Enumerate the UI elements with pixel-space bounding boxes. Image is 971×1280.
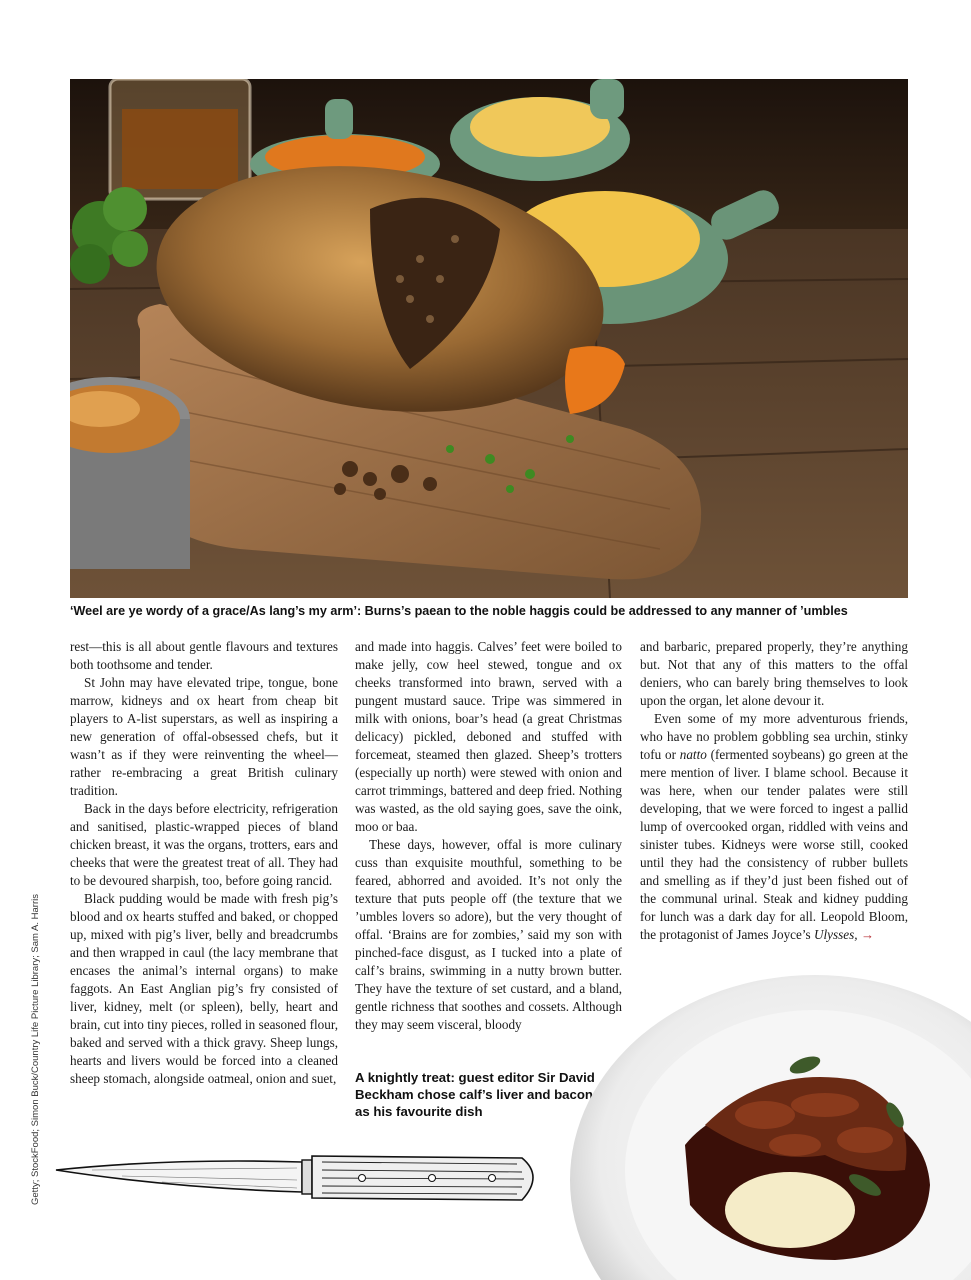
text-run: Even some of my more adventurous friends, who have no problem gobbling sea urchin, stinky tofu or xyxy=(640,711,908,762)
continue-arrow-icon: → xyxy=(857,927,875,942)
paragraph xyxy=(640,710,908,944)
bowl-tatties-icon xyxy=(450,79,630,181)
italic-ulysses: Ulysses, xyxy=(813,927,858,942)
photo-caption: ‘Weel are ye wordy of a grace/As lang’s my arm’: Burns’s paean to the noble haggis could be addressed to any manner of ’umbles xyxy=(70,604,848,618)
paragraph: These days, however, offal is more culinary cuss than exquisite mouthful, something to be feared, abhorred and avoided. It’s not only the texture that puts people off (the texture that we ’umbles lovers so adore), but the very thought of offal. ‘Brains are for zombies,’ said my son with pinched-face disgust, as I tucked into a plate of calf’s brains, swimming in a nutty brown butter. They have the texture of set custard, and a bland, gentle richness that soothes and cossets. Although they may seem visceral, bloody xyxy=(355,837,622,1032)
knife-illustration-icon xyxy=(52,1148,547,1208)
paragraph: Back in the days before electricity, refrigeration and sanitised, plastic-wrapped pieces of bland chicken breast, it was the organs, trotters, ears and cheeks that were the greatest treat of all. They had to be devoured sharpish, too, before going rancid. xyxy=(70,801,338,888)
text-run: (fermented soybeans) go green at the mere mention of liver. I blame school. Because it was here, when our tender palates were still developing, that we were forced to ingest a pallid lump of overcooked organ, riddled with veins and sinister tubes. Kidneys were worse still, cooked until they had the consistency of rubber bullets and smelling as if they’d just been fished out of the communal urinal. Steak and kidney pudding for lunch was a dark day for all. Leopold Bloom, the protagonist of James Joyce’s xyxy=(640,747,909,942)
pull-quote: A knightly treat: guest editor Sir David Beckham chose calf’s liver and bacon as his favourite dish xyxy=(355,1070,595,1119)
article-column-1 xyxy=(70,638,338,1088)
haggis-photo-illustration xyxy=(70,79,908,598)
article-column-3 xyxy=(640,638,908,944)
paragraph: Black pudding would be made with fresh pig’s blood and ox hearts stuffed and baked, or chopped up, mixed with pig’s liver, belly and breadcrumbs and then wrapped in caul (the lacy membrane that encases the animal’s internal organs) to make faggots. An East Anglian pig’s fry consisted of liver, kidney, melt (or spleen), belly, heart and brain, cut into tiny pieces, rolled in seasoned flour, baked and served with a thick gravy. Sheep lungs, hearts and livers would be forced into a cleaned sheep stomach, alongside oatmeal, onion and suet, xyxy=(70,891,338,1086)
liver-and-bacon-plate-icon xyxy=(565,975,971,1280)
whisky-glass-icon xyxy=(110,79,250,199)
paragraph: and made into haggis. Calves’ feet were boiled to make jelly, cow heel stewed, tongue and ox cheeks transformed into brawn, served with a pungent mustard sauce. Tripe was simmered in milk with onions, boar’s head (a great Christmas delicacy) pickled, deboned and stuffed with forcemeat, steamed then glazed. Sheep’s trotters (especially up north) were stewed with onion and carrot trimmings, battered and deep fried. Nothing was wasted, as the old saying goes, save the oink, moo or baa. xyxy=(355,639,622,834)
fried-onions-icon xyxy=(70,377,190,569)
paragraph: St John may have elevated tripe, tongue, bone marrow, kidneys and ox heart from cheap bit players to A-list superstars, as well as inspiring a new generation of offal-obsessed chefs, but it wasn’t as if they were reinventing the wheel—rather re-embracing a great British culinary tradition. xyxy=(70,675,338,798)
paragraph: rest—this is all about gentle flavours and textures both toothsome and tender. xyxy=(70,639,338,672)
photo-credit: Getty; StockFood; Simon Buck/Country Life Picture Library; Sam A. Harris xyxy=(30,894,41,1205)
italic-natto: natto xyxy=(679,747,707,762)
paragraph: and barbaric, prepared properly, they’re anything but. Not that any of this matters to the offal deniers, who can barely bring themselves to look upon the organ, let alone devour it. xyxy=(640,639,908,708)
hero-photo xyxy=(70,79,908,598)
